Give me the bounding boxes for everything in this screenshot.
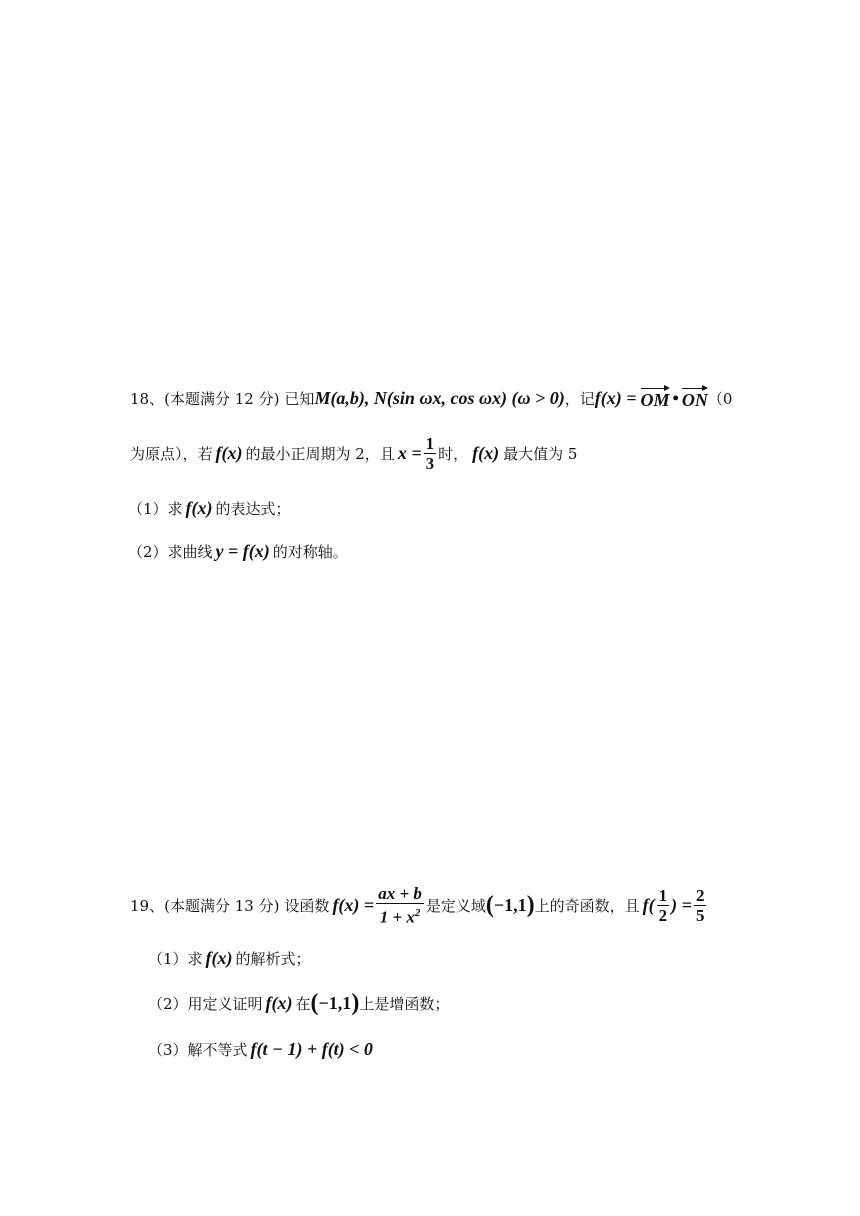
- q19-fraction-num: ax + b: [378, 884, 422, 903]
- q18-points-expr: M(a,b), N(sin ωx, cos ωx) (ω > 0): [314, 388, 565, 408]
- q18-text-paren: （0: [707, 390, 733, 408]
- q19-fhalf-close: ) =: [671, 894, 692, 915]
- q18-fraction-num: 1: [425, 434, 435, 453]
- q18-fraction-den: 3: [425, 454, 435, 473]
- q18-part1: [128, 498, 291, 519]
- q18-text-origin: 为原点），若: [130, 445, 213, 463]
- q19-part2-interval-close: ): [351, 990, 360, 1016]
- q19-part2-pre: （2）用定义证明: [148, 994, 263, 1013]
- q19-part1: [148, 948, 311, 969]
- q19-label: 19、(本题满分 13 分): [130, 896, 280, 915]
- q19-part2-post: 上是增函数；: [359, 994, 450, 1013]
- q18-part1-post: 的表达式；: [215, 500, 291, 518]
- q19-half-den: 2: [658, 905, 668, 925]
- q18-fx-a: f(x): [215, 443, 243, 463]
- q18-text-known: 已知: [284, 390, 315, 408]
- q19-fraction-den-exp: 2: [414, 907, 421, 919]
- q18-vector-on: ON: [682, 386, 708, 411]
- q19-text-set: 设函数: [284, 896, 330, 915]
- q19-fraction-den-base: 1 + x: [379, 907, 415, 927]
- q18-dot-operator: •: [672, 388, 679, 408]
- q18-part2-math: y = f(x): [215, 541, 270, 561]
- q18-text-shi: 时，: [438, 445, 469, 463]
- q19-part1-pre: （1）求: [148, 950, 203, 968]
- q19-half-num: 1: [658, 885, 668, 905]
- q19-interval-open: (: [485, 892, 494, 919]
- q19-fraction-den: [378, 904, 423, 927]
- q18-part1-math: f(x): [185, 498, 213, 518]
- q19-part1-post: 的解析式；: [235, 950, 311, 968]
- q18-fx-b: f(x): [472, 443, 500, 463]
- q19-part3-pre: （3）解不等式: [148, 1041, 248, 1059]
- q18-stem-line2: [130, 434, 577, 473]
- q19-part2-math: f(x): [265, 992, 293, 1013]
- q19-part2: [148, 991, 449, 1015]
- q18-vector-om: OM: [641, 386, 670, 411]
- q18-text-max: 最大值为 5: [503, 445, 578, 463]
- q19-fraction: [376, 884, 424, 927]
- q19-value-den: 5: [695, 905, 705, 925]
- q18-text-ji: ，记: [564, 390, 595, 408]
- q18-stem-line1: [130, 386, 732, 411]
- q19-text-domain: 是定义域: [425, 896, 486, 915]
- q19-half-fraction: [657, 886, 670, 925]
- q19-part1-math: f(x): [205, 948, 233, 968]
- q19-stem: [130, 884, 708, 927]
- q18-part2: [128, 541, 348, 562]
- q19-part2-mid: 在: [295, 994, 311, 1013]
- q18-part1-pre: （1）求: [128, 500, 183, 518]
- q19-part3-math: f(t − 1) + f(t) < 0: [250, 1039, 373, 1059]
- q19-text-odd: 上的奇函数，且: [534, 896, 640, 915]
- q19-fhalf-f: f(: [642, 894, 655, 915]
- q19-interval: −1,1: [493, 894, 527, 915]
- q18-label: 18、(本题满分 12 分): [130, 390, 280, 408]
- q19-fx-def: f(x) =: [332, 894, 375, 915]
- q18-part2-pre: （2）求曲线: [128, 543, 213, 561]
- q19-value-num: 2: [695, 885, 705, 905]
- q18-fx-def: f(x) =: [594, 388, 637, 408]
- q19-interval-close: ): [526, 892, 535, 919]
- q18-x-eq: x =: [397, 443, 422, 463]
- q18-text-period: 的最小正周期为 2，且: [245, 445, 395, 463]
- q18-part2-post: 的对称轴。: [272, 543, 348, 561]
- q19-part2-interval: −1,1: [318, 992, 352, 1013]
- q19-part3: [148, 1039, 373, 1060]
- q18-fraction: [424, 434, 437, 473]
- q19-value-fraction: [694, 886, 707, 925]
- q19-part2-interval-open: (: [310, 990, 319, 1016]
